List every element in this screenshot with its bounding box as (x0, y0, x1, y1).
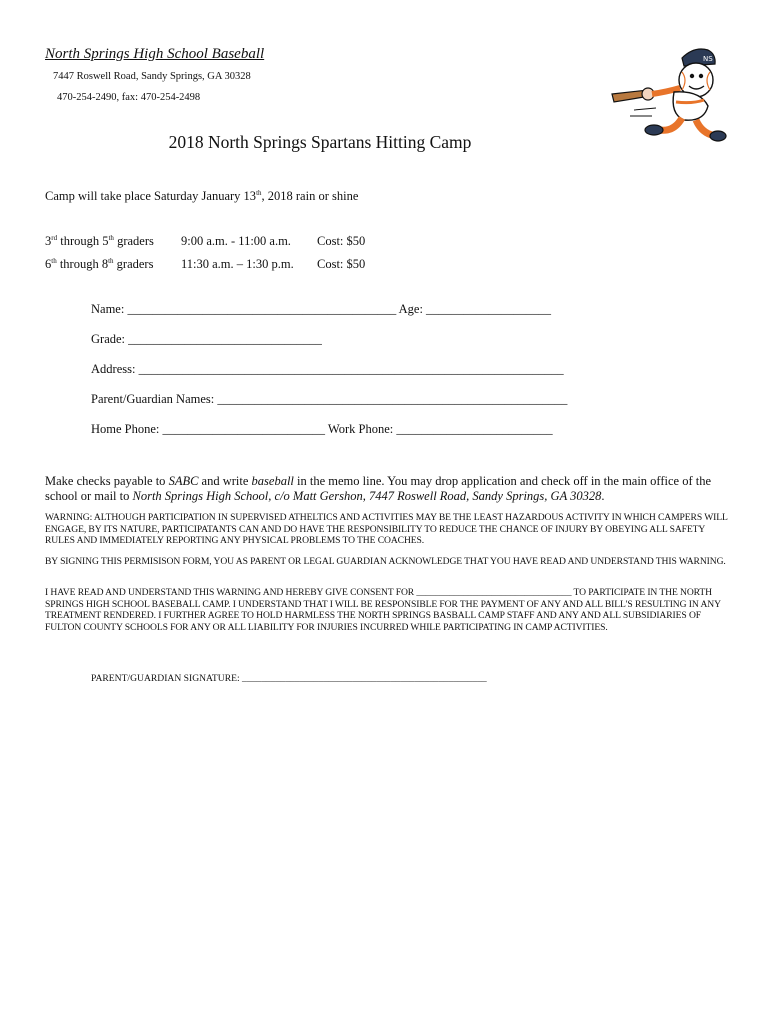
warning-text: WARNING: ALTHOUGH PARTICIPATION IN SUPERVISED ATHELTICS AND ACTIVITIES MAY BE THE LEAST HAZARDOUS ACTIVITY IN WHICH CAMPERS WILL ENGAGE, BY ITS NATURE, PARTICIPATANTS CAN AND DO HAVE THE RESPONSIBILITY TO REDUCE THE CHANCE OF INJURY BY OBEYING ALL SAFETY RULES AND IMMEDIATELY REPORTING ANY PHYSICAL PROBLEMS TO THE COACHES. (45, 512, 728, 547)
org-address: 7447 Roswell Road, Sandy Springs, GA 30328 (53, 71, 251, 82)
svg-text:NS: NS (703, 55, 713, 63)
acknowledge-text: BY SIGNING THIS PERMISISON FORM, YOU AS PARENT OR LEGAL GUARDIAN ACKNOWLEDGE THAT YOU HAVE READ AND UNDERSTAND THIS WARNING. (45, 556, 726, 567)
camp-date: Camp will take place Saturday January 13th, 2018 rain or shine (45, 189, 359, 203)
name-age-field[interactable]: Name: ___________________________________________ Age: ____________________ (91, 302, 552, 316)
session-cost: Cost: $50 (317, 234, 366, 248)
address-field[interactable]: Address: ____________________________________________________________________ (91, 362, 564, 376)
session-time: 11:30 a.m. – 1:30 p.m. (181, 257, 294, 271)
org-phone-fax: 470-254-2490, fax: 470-254-2498 (57, 92, 201, 103)
grade-field[interactable]: Grade: _______________________________ (91, 332, 322, 346)
session-grades: 3rd through 5th graders (45, 234, 154, 248)
consent-text: I HAVE READ AND UNDERSTAND THIS WARNING AND HEREBY GIVE CONSENT FOR _________________________________ TO PARTICIPATE IN THE NORTH SPRINGS HIGH SCHOOL BASEBALL CAMP. I UNDERSTAND THAT I WILL BE RESPONSIBLE FOR THE PAYMENT OF ANY AND ALL BILL'S RESULTING IN ANY TREATMENT RENDERED. I FURTHER AGREE TO HOLD HARMLESS THE NORTH SPRINGS BASBALL CAMP STAFF AND ANY AND ALL SUBSIDIARIES OF FULTON COUNTY SCHOOLS FOR ANY OR ALL LIABILITY FOR INJURIES INCURRED WHILE PARTICIPATING IN CAMP ACTIVITIES. (45, 587, 721, 633)
guardian-names-field[interactable]: Parent/Guardian Names: ________________________________________________________ (91, 392, 568, 406)
page-title: 2018 North Springs Spartans Hitting Camp (168, 132, 472, 152)
session-cost: Cost: $50 (317, 257, 366, 271)
org-name: North Springs High School Baseball (45, 46, 265, 62)
session-time: 9:00 a.m. - 11:00 a.m. (181, 234, 291, 248)
baseball-mascot-icon (604, 44, 728, 144)
payment-instructions: Make checks payable to SABC and write baseball in the memo line. You may drop application and check off in the main office of the school or mail to North Springs High School, c/o Matt Gershon, 7447 Roswell Road, Sandy Springs, GA 30328. (45, 474, 712, 503)
phone-fields[interactable]: Home Phone: __________________________ Work Phone: _________________________ (91, 422, 553, 436)
signature-field[interactable]: PARENT/GUARDIAN SIGNATURE: ___________________________________________________ (91, 673, 487, 684)
session-grades: 6th through 8th graders (45, 257, 154, 271)
